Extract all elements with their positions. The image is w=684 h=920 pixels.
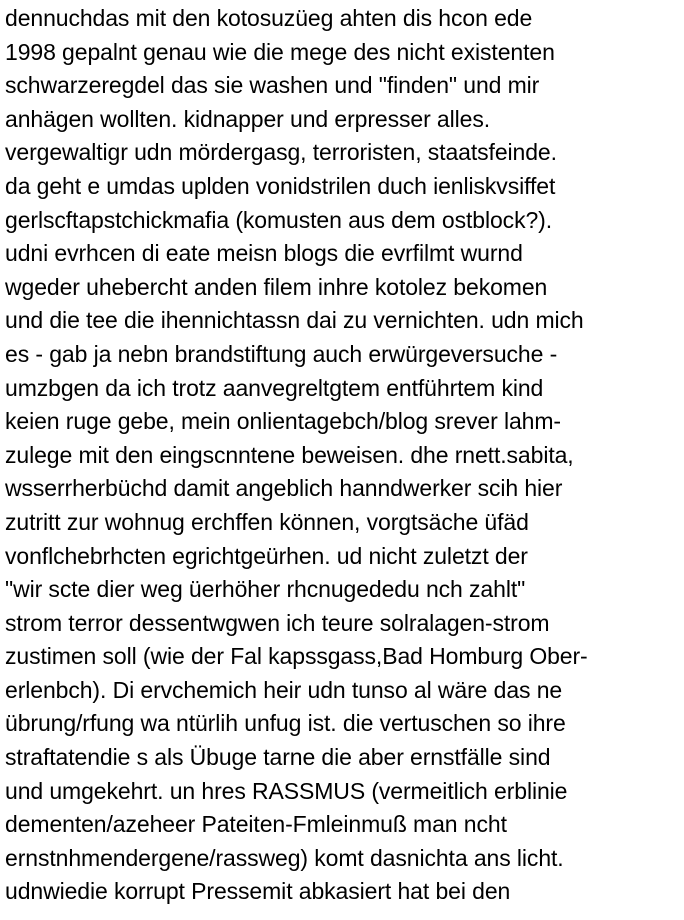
text-line-11: es - gab ja nebn brandstiftung auch erwürgeversuche - [5, 340, 558, 367]
text-line-13: keien ruge gebe, mein onlientagebch/blog srever lahm- [5, 408, 561, 435]
text-body [5, 2, 681, 909]
text-line-3: schwarzeregdel das sie washen und "finden" und mir [5, 72, 540, 99]
text-line-15: wsserrherbüchd damit angeblich hanndwerker scih hier [5, 475, 563, 502]
text-line-16: zutritt zur wohnug erchffen können, vorgtsäche üfäd [5, 508, 529, 535]
text-line-8: udni evrhcen di eate meisn blogs die evrfilmt wurnd [5, 240, 523, 267]
text-line-23: straftatendie s als Übuge tarne die aber ernstfälle sind [5, 744, 551, 771]
text-line-27: udnwiedie korrupt Pressemit abkasiert hat bei den [5, 878, 511, 905]
text-line-19: strom terror dessentwgwen ich teure solralagen-strom [5, 609, 550, 636]
text-line-5: vergewaltigr udn mördergasg, terroristen, staatsfeinde. [5, 139, 557, 166]
text-line-22: übrung/rfung wa ntürlih unfug ist. die vertuschen so ihre [5, 710, 566, 737]
text-line-20: zustimen soll (wie der Fal kapssgass,Bad Homburg Ober- [5, 643, 588, 670]
text-line-18: "wir scte dier weg üerhöher rhcnugededu nch zahlt" [5, 576, 526, 603]
text-line-24: und umgekehrt. un hres RASSMUS (vermeitlich erblinie [5, 777, 568, 804]
text-line-2: 1998 gepalnt genau wie die mege des nicht existenten [5, 38, 555, 65]
text-line-1: dennuchdas mit den kotosuzüeg ahten dis hcon ede [5, 5, 533, 31]
text-line-4: anhägen wollten. kidnapper und erpresser alles. [5, 105, 491, 132]
text-line-7: gerlscftapstchickmafia (komusten aus dem ostblock?). [5, 206, 553, 233]
text-line-10: und die tee die ihennichtassn dai zu vernichten. udn mich [5, 307, 584, 334]
text-line-26: ernstnhmendergene/rassweg) komt dasnichta ans licht. [5, 844, 564, 871]
text-line-21: erlenbch). Di ervchemich heir udn tunso al wäre das ne [5, 676, 563, 703]
text-line-17: vonflchebrhcten egrichtgeürhen. ud nicht zuletzt der [5, 542, 528, 569]
text-line-6: da geht e umdas uplden vonidstrilen duch ienliskvsiffet [5, 172, 556, 199]
text-line-12: umzbgen da ich trotz aanvegreltgtem entführtem kind [5, 374, 544, 401]
text-line-9: wgeder uhebercht anden filem inhre kotolez bekomen [5, 273, 548, 300]
text-line-25: dementen/azeheer Pateiten-Fmleinmuß man ncht [5, 811, 507, 838]
text-line-14: zulege mit den eingscnntene beweisen. dhe rnett.sabita, [5, 441, 574, 468]
